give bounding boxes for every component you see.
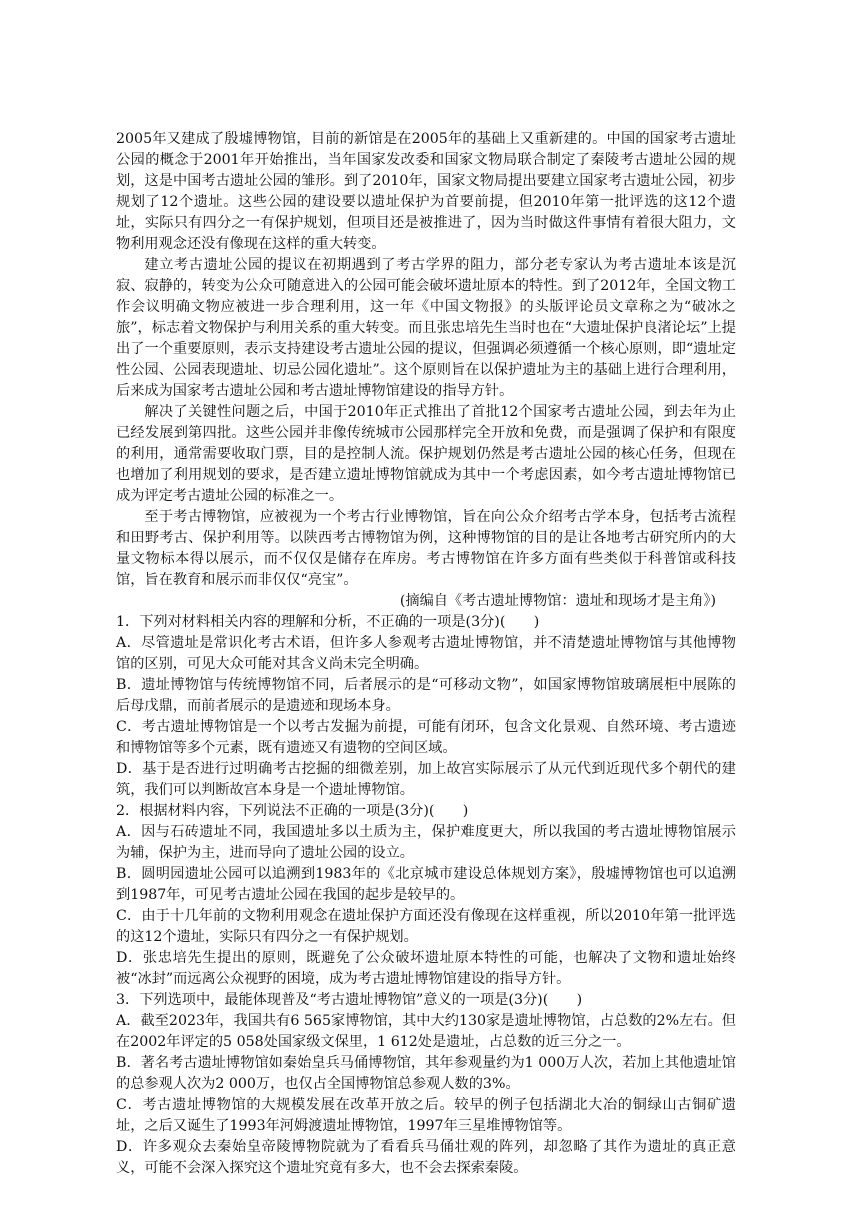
option-b: B．著名考古遗址博物馆如秦始皇兵马俑博物馆，其年参观量约为1 000万人次，若加上其他遗址馆的总参观人次为2 000万，也仅占全国博物馆总参观人数的3%。 [116,1055,736,1092]
option-c: C．考古遗址博物馆是一个以考古发掘为前提，可能有闭环，包含文化景观、自然环境、考古遗迹和博物馆等多个元素，既有遗迹又有遗物的空间区域。 [116,719,736,756]
option-c: C．由于十几年前的文物利用观念在遗址保护方面还没有像现在这样重视，所以2010年第一批评选的这12个遗址，实际只有四分之一有保护规划。 [116,908,736,945]
question-stem: 1．下列对材料相关内容的理解和分析，不正确的一项是(3分)( ) [116,614,540,630]
passage-paragraph-4: 至于考古博物馆，应被视为一个考古行业博物馆，旨在向公众介绍考古学本身，包括考古流程和田野考古、保护利用等。以陕西考古博物馆为例，这种博物馆的目的是让各地考古研究所内的大量文物标本得以展示，而不仅仅是储存在库房。考古博物馆在许多方面有些类似于科普馆或科技馆，旨在教育和展示而非仅仅“亮宝”。 [116,509,736,588]
question-2 [116,801,736,990]
question-3 [116,990,736,1179]
passage-paragraph-2: 建立考古遗址公园的提议在初期遇到了考古学界的阻力，部分老专家认为考古遗址本该是沉寂、寂静的，转变为公众可随意进入的公园可能会破坏遗址原本的特性。到了2012年，全国文物工作会议明确文物应被进一步合理利用，这一年《中国文物报》的头版评论员文章称之为“破冰之旅”，标志着文物保护与利用关系的重大转变。而且张忠培先生当时也在“大遗址保护良渚论坛”上提出了一个重要原则，表示支持建设考古遗址公园的提议，但强调必须遵循一个核心原则，即“遗址定性公园、公园表现遗址、切忌公园化遗址”。这个原则旨在以保护遗址为主的基础上进行合理利用，后来成为国家考古遗址公园和考古遗址博物馆建设的指导方针。 [116,257,736,399]
option-c: C．考古遗址博物馆的大规模发展在改革开放之后。较早的例子包括湖北大冶的铜绿山古铜矿遗址，之后又诞生了1993年河姆渡遗址博物馆，1997年三星堆博物馆等。 [116,1097,736,1134]
option-d: D．张忠培先生提出的原则，既避免了公众破坏遗址原本特性的可能，也解决了文物和遗址始终被“冰封”而远离公众视野的困境，成为考古遗址博物馆建设的指导方针。 [116,950,736,987]
option-b: B．遗址博物馆与传统博物馆不同，后者展示的是“可移动文物”，如国家博物馆玻璃展柜中展陈的后母戊鼎，而前者展示的是遗迹和现场本身。 [116,677,736,714]
source-citation: (摘编自《考古遗址博物馆：遗址和现场才是主角》) [399,593,716,609]
question-stem: 2．根据材料内容，下列说法不正确的一项是(3分)( ) [116,803,469,819]
option-a: A．截至2023年，我国共有6 565家博物馆，其中大约130家是遗址博物馆，占总数的2%左右。但在2002年评定的5 058处国家级文保里，1 612处是遗址，占总数的近三分之一。 [116,1013,736,1050]
question-stem: 3．下列选项中，最能体现普及“考古遗址博物馆”意义的一项是(3分)( ) [116,992,583,1008]
passage-paragraph-3: 解决了关键性问题之后，中国于2010年正式推出了首批12个国家考古遗址公园，到去年为止已经发展到第四批。这些公园并非像传统城市公园那样完全开放和免费，而是强调了保护和有限度的利用，通常需要收取门票，目的是控制人流。保护规划仍然是考古遗址公园的核心任务，但现在也增加了利用规划的要求，是否建立遗址博物馆就成为其中一个考虑因素，如今考古遗址博物馆已成为评定考古遗址公园的标准之一。 [116,404,736,504]
question-1 [116,612,736,801]
document-page [116,129,736,1179]
option-a: A．尽管遗址是常识化考古术语，但许多人参观考古遗址博物馆，并不清楚遗址博物馆与其他博物馆的区别，可见大众可能对其含义尚未完全明确。 [116,635,736,672]
option-a: A．因与石砖遗址不同，我国遗址多以土质为主，保护难度更大，所以我国的考古遗址博物馆展示为辅，保护为主，进而导向了遗址公园的设立。 [116,824,736,861]
option-d: D．许多观众去秦始皇帝陵博物院就为了看看兵马俑壮观的阵列，却忽略了其作为遗址的真正意义，可能不会深入探究这个遗址究竟有多大，也不会去探索秦陵。 [116,1139,736,1176]
option-d: D．基于是否进行过明确考古挖掘的细微差别，加上故宫实际展示了从元代到近现代多个朝代的建筑，我们可以判断故宫本身是一个遗址博物馆。 [116,761,736,798]
passage-paragraph-1: 2005年又建成了殷墟博物馆，目前的新馆是在2005年的基础上又重新建的。中国的国家考古遗址公园的概念于2001年开始推出，当年国家发改委和国家文物局联合制定了秦陵考古遗址公园的规划，这是中国考古遗址公园的雏形。到了2010年，国家文物局提出要建立国家考古遗址公园，初步规划了12个遗址。这些公园的建设要以遗址保护为首要前提，但2010年第一批评选的这12个遗址，实际只有四分之一有保护规划，但项目还是被推进了，因为当时做这件事情有着很大阻力，文物利用观念还没有像现在这样的重大转变。 [116,131,736,252]
option-b: B．圆明园遗址公园可以追溯到1983年的《北京城市建设总体规划方案》，殷墟博物馆也可以追溯到1987年，可见考古遗址公园在我国的起步是较早的。 [116,866,736,903]
